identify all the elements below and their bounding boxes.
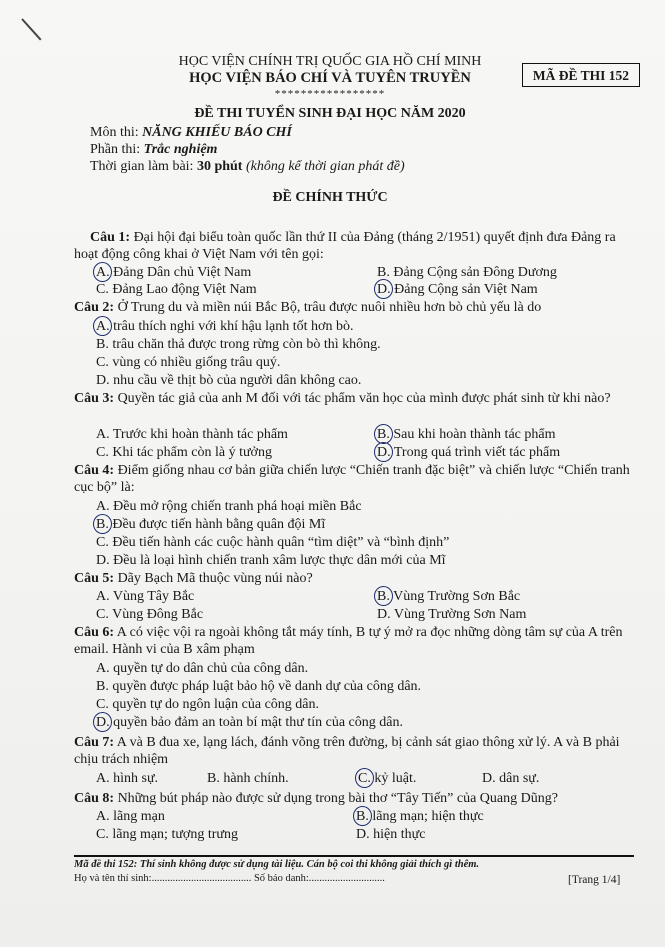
answer-circle-mark: B. xyxy=(356,809,369,824)
question-3 xyxy=(74,390,634,407)
subject-label: Môn thi: xyxy=(90,125,143,140)
option-3c[interactable]: C. Khi tác phẩm còn là ý tưởng xyxy=(96,445,272,460)
option-1a[interactable]: A. Đảng Dân chủ Việt Nam xyxy=(96,265,252,280)
option-5d[interactable]: D. Vùng Trường Sơn Nam xyxy=(377,607,527,622)
institution-line-1: HỌC VIỆN CHÍNH TRỊ QUỐC GIA HỒ CHÍ MINH xyxy=(178,54,482,69)
option-5c[interactable]: C. Vùng Đông Bắc xyxy=(96,607,204,622)
candidate-info-line: Họ và tên thí sinh:...................................... Số báo danh:............................. xyxy=(74,873,385,884)
question-label: Câu 1: xyxy=(90,230,131,245)
option-7b[interactable]: B. hành chính. xyxy=(207,771,289,786)
answer-circle-mark: D. xyxy=(377,445,391,460)
part-line xyxy=(90,141,217,159)
footer-exam-code: Mã đề thi 152 xyxy=(74,859,134,870)
question-text: Điểm giống nhau cơ bản giữa chiến lược “Chiến tranh đặc biệt” và chiến lược “Chiến tranh cục bộ” là: xyxy=(74,463,630,495)
answer-circle-mark: D. xyxy=(96,715,110,730)
question-text: Những bút pháp nào được sử dụng trong bài thơ “Tây Tiến” của Quang Dũng? xyxy=(114,791,558,806)
part-value: Trắc nghiệm xyxy=(143,142,218,157)
option-5b[interactable]: B. Vùng Trường Sơn Bắc xyxy=(377,589,521,604)
option-2b[interactable]: B. trâu chăn thả được trong rừng còn bò thì không. xyxy=(96,337,381,352)
option-4a[interactable]: A. Đều mở rộng chiến tranh phá hoại miền Bắc xyxy=(96,499,362,514)
time-line xyxy=(90,158,405,176)
option-8a[interactable]: A. lãng mạn xyxy=(96,809,165,824)
exam-code-box: MÃ ĐỀ THI 152 xyxy=(522,63,640,87)
question-6 xyxy=(74,624,634,658)
option-2a[interactable]: A. trâu thích nghi với khí hậu lạnh tốt hơn bò. xyxy=(96,319,354,334)
answer-circle-mark: B. xyxy=(377,427,390,442)
question-label: Câu 4: xyxy=(74,463,115,478)
answer-circle-mark: B. xyxy=(96,517,109,532)
option-3b[interactable]: B. Sau khi hoàn thành tác phẩm xyxy=(377,427,556,442)
option-7a[interactable]: A. hình sự. xyxy=(96,771,159,786)
footer-divider xyxy=(74,855,634,857)
page-number: [Trang 1/4] xyxy=(568,874,621,886)
option-1d[interactable]: D. Đảng Cộng sản Việt Nam xyxy=(377,282,538,297)
subject-value: NĂNG KHIẾU BÁO CHÍ xyxy=(142,125,292,140)
question-4 xyxy=(74,462,634,496)
time-label: Thời gian làm bài: xyxy=(90,159,197,174)
option-4b[interactable]: B. Đều được tiến hành bằng quân đội Mĩ xyxy=(96,517,326,532)
option-8b[interactable]: B. lãng mạn; hiện thực xyxy=(356,809,484,824)
question-5 xyxy=(74,570,634,587)
option-8c[interactable]: C. lãng mạn; tượng trưng xyxy=(96,827,238,842)
part-label: Phần thi: xyxy=(90,142,144,157)
question-label: Câu 5: xyxy=(74,571,115,586)
option-4d[interactable]: D. Đều là loại hình chiến tranh xâm lược thực dân mới của Mĩ xyxy=(96,553,446,568)
question-text: A và B đua xe, lạng lách, đánh võng trên đường, bị cảnh sát giao thông xử lý. A và B phải chịu trách nhiệm xyxy=(74,735,620,767)
option-6d[interactable]: D. quyền bảo đảm an toàn bí mật thư tín của công dân. xyxy=(96,715,403,730)
option-1b[interactable]: B. Đảng Cộng sản Đông Dương xyxy=(377,265,557,280)
question-label: Câu 2: xyxy=(74,300,115,315)
answer-circle-mark: D. xyxy=(377,282,391,297)
footer-note xyxy=(74,859,479,870)
option-8d[interactable]: D. hiện thực xyxy=(356,827,426,842)
option-3a[interactable]: A. Trước khi hoàn thành tác phẩm xyxy=(96,427,288,442)
question-1 xyxy=(74,229,634,263)
option-2c[interactable]: C. vùng có nhiều giống trâu quý. xyxy=(96,355,281,370)
option-2d[interactable]: D. nhu cầu về thịt bò của người dân không cao. xyxy=(96,373,362,388)
subject-line xyxy=(90,124,292,142)
answer-circle-mark: B. xyxy=(377,589,390,604)
question-label: Câu 7: xyxy=(74,735,115,750)
institution-line-2: HỌC VIỆN BÁO CHÍ VÀ TUYÊN TRUYỀN xyxy=(189,70,471,86)
question-label: Câu 8: xyxy=(74,791,115,806)
time-value: 30 phút xyxy=(196,159,243,174)
question-7 xyxy=(74,734,634,768)
option-7c[interactable]: C. kỷ luật. xyxy=(358,771,417,786)
answer-circle-mark: A. xyxy=(96,319,110,334)
option-7d[interactable]: D. dân sự. xyxy=(482,771,540,786)
option-4c[interactable]: C. Đều tiến hành các cuộc hành quân “tìm diệt” và “bình định” xyxy=(96,535,450,550)
question-label: Câu 6: xyxy=(74,625,115,640)
question-text: A có việc vội ra ngoài không tắt máy tính, B tự ý mở ra đọc những dòng tâm sự của A trên email. Hành vi của B xâm phạm xyxy=(74,625,623,657)
option-6a[interactable]: A. quyền tự do dân chủ của công dân. xyxy=(96,661,309,676)
option-1c[interactable]: C. Đảng Lao động Việt Nam xyxy=(96,282,257,297)
question-text: Dãy Bạch Mã thuộc vùng núi nào? xyxy=(114,571,313,586)
question-2 xyxy=(74,299,634,316)
official-exam-label: ĐỀ CHÍNH THỨC xyxy=(272,190,388,205)
option-5a[interactable]: A. Vùng Tây Bắc xyxy=(96,589,195,604)
option-6c[interactable]: C. quyền tự do ngôn luận của công dân. xyxy=(96,697,319,712)
header-stars: ***************** xyxy=(274,88,386,100)
pen-mark xyxy=(21,18,41,40)
option-3d[interactable]: D. Trong quá trình viết tác phẩm xyxy=(377,445,561,460)
question-text: Quyền tác giả của anh M đối với tác phẩm văn học của mình được phát sinh từ khi nào? xyxy=(114,391,611,406)
time-note: (không kể thời gian phát đề) xyxy=(242,159,405,174)
exam-title: ĐỀ THI TUYỂN SINH ĐẠI HỌC NĂM 2020 xyxy=(194,106,466,121)
option-6b[interactable]: B. quyền được pháp luật bảo hộ về danh dự của công dân. xyxy=(96,679,422,694)
question-text: Ở Trung du và miền núi Bắc Bộ, trâu được nuôi nhiều hơn bò chủ yếu là do xyxy=(114,300,542,315)
question-8 xyxy=(74,790,634,807)
question-label: Câu 3: xyxy=(74,391,115,406)
footer-instruction: : Thí sinh không được sử dụng tài liệu. Cán bộ coi thi không giải thích gì thêm. xyxy=(133,859,480,870)
question-text: Đại hội đại biểu toàn quốc lần thứ II của Đảng (tháng 2/1951) quyết định đưa Đảng ra hoạt động công khai ở Việt Nam với tên gọi: xyxy=(74,230,616,262)
answer-circle-mark: A. xyxy=(96,265,110,280)
answer-circle-mark: C. xyxy=(358,771,371,786)
